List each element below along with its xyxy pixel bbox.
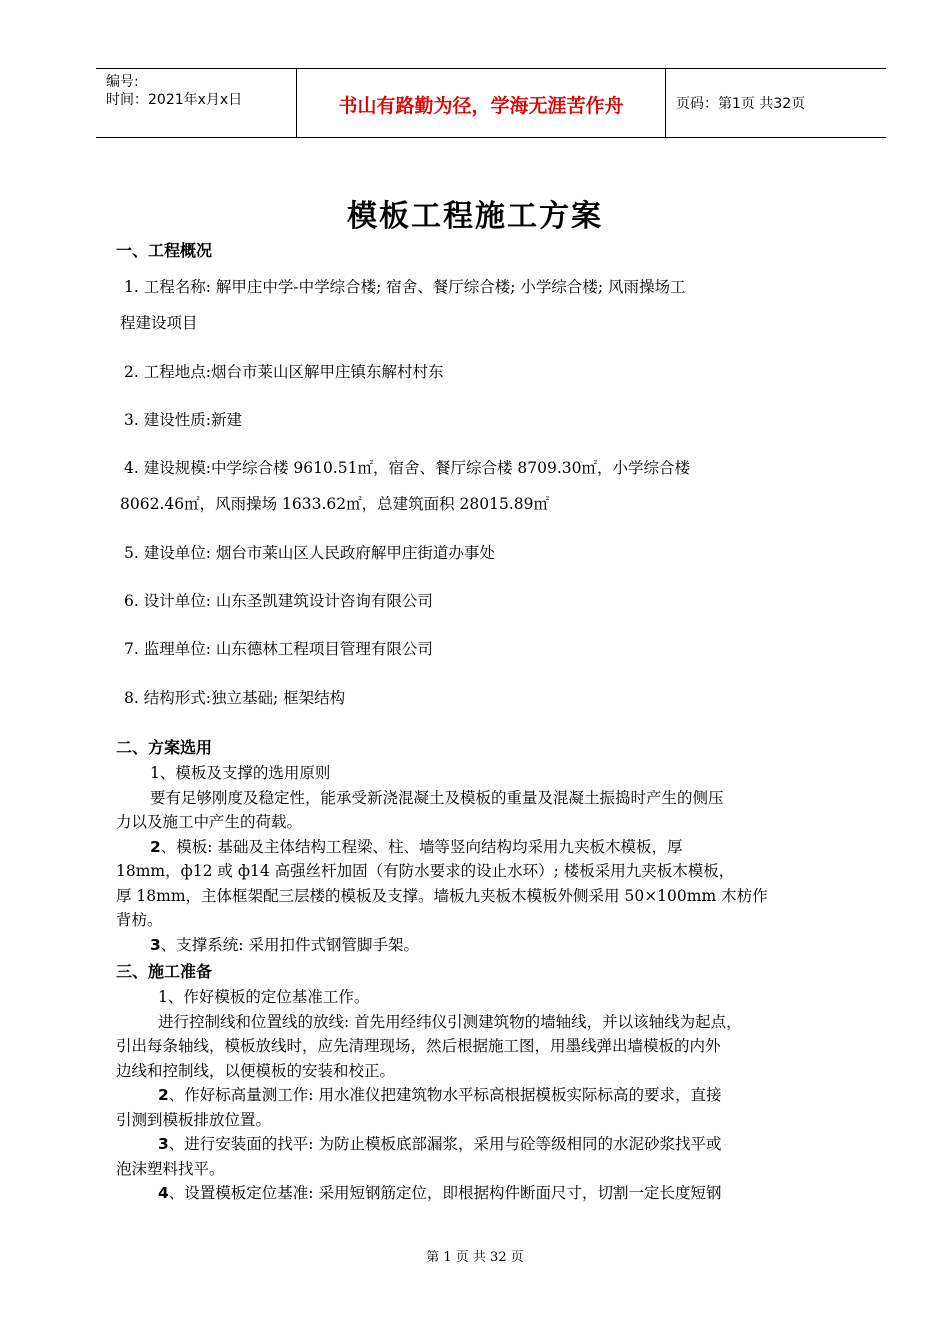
header-meta-cell (96, 69, 296, 137)
plan-para-4 (150, 933, 419, 955)
prep-para-4-cont: 泡沫塑料找平。 (116, 1160, 225, 1178)
overview-item-5: 5. 建设单位: 烟台市莱山区人民政府解甲庄街道办事处 (124, 544, 495, 562)
prep-para-4 (158, 1132, 721, 1154)
document-header (96, 68, 886, 138)
section-heading-overview: 一、工程概况 (116, 241, 213, 260)
section-heading-preparation: 三、施工准备 (116, 962, 213, 981)
plan-para-3-cont-1: 18mm，ф12 或 ф14 高强丝杆加固（有防水要求的设止水环）; 楼板采用九夹板木模板， (116, 862, 735, 880)
prep-para-2-cont-2: 边线和控制线，以便模板的安装和校正。 (116, 1062, 396, 1080)
plan-para-4-text: 、支撑系统: 采用扣件式钢管脚手架。 (160, 936, 419, 954)
prep-para-4-number: 3 (158, 1135, 169, 1153)
prep-para-3-text: 、作好标高量测工作: 用水准仪把建筑物水平标高根据模板实际标高的要求，直接 (168, 1086, 722, 1104)
code-label: 编号: (106, 74, 139, 90)
prep-para-5-text: 、设置模板定位基准: 采用短钢筋定位，即根据构件断面尺寸，切割一定长度短钢 (168, 1184, 722, 1202)
plan-para-3 (150, 835, 682, 857)
plan-para-1: 1、模板及支撑的选用原则 (150, 764, 331, 782)
section-heading-plan: 二、方案选用 (116, 738, 213, 757)
prep-para-4-text: 、进行安装面的找平: 为防止模板底部漏浆，采用与砼等级相同的水泥砂浆找平或 (168, 1135, 722, 1153)
prep-para-2-cont-1: 引出每条轴线，模板放线时，应先清理现场，然后根据施工图，用墨线弹出墙模板的内外 (116, 1037, 721, 1055)
prep-para-1: 1、作好模板的定位基准工作。 (158, 988, 370, 1006)
prep-para-5 (158, 1181, 721, 1203)
prep-para-3-number: 2 (158, 1086, 169, 1104)
plan-para-2-cont: 力以及施工中产生的荷载。 (116, 813, 303, 831)
header-page-cell (666, 69, 886, 137)
prep-para-2: 进行控制线和位置线的放线: 首先用经纬仪引测建筑物的墙轴线，并以该轴线为起点， (158, 1013, 742, 1031)
overview-item-4: 4. 建设规模:中学综合楼 9610.51㎡，宿舍、餐厅综合楼 8709.30㎡，小学综合楼 (124, 459, 690, 477)
plan-para-3-cont-2: 厚 18mm，主体框架配三层楼的模板及支撑。墙板九夹板木模板外侧采用 50×100mm 木枋作 (116, 887, 768, 905)
overview-item-7: 7. 监理单位: 山东德林工程项目管理有限公司 (124, 640, 433, 658)
overview-item-1-cont: 程建设项目 (120, 314, 198, 332)
prep-para-5-number: 4 (158, 1184, 169, 1202)
plan-para-2: 要有足够刚度及稳定性，能承受新浇混凝土及模板的重量及混凝土振捣时产生的侧压 (150, 789, 724, 807)
plan-para-3-number: 2 (150, 838, 161, 856)
time-label: 时间：2021年x月x日 (106, 92, 243, 108)
document-title: 模板工程施工方案 (347, 199, 603, 234)
page-info: 页码：第1页 共32页 (676, 96, 806, 112)
overview-item-4-cont: 8062.46㎡，风雨操场 1633.62㎡，总建筑面积 28015.89㎡ (120, 495, 550, 513)
overview-item-8: 8. 结构形式:独立基础; 框架结构 (124, 689, 346, 707)
plan-para-4-number: 3 (150, 936, 161, 954)
plan-para-3-cont-3: 背枋。 (116, 911, 163, 929)
plan-para-3-text: 、模板: 基础及主体结构工程梁、柱、墙等竖向结构均采用九夹板木模板，厚 (160, 838, 683, 856)
overview-item-2: 2. 工程地点:烟台市莱山区解甲庄镇东解村村东 (124, 363, 444, 381)
overview-item-1: 1. 工程名称: 解甲庄中学-中学综合楼; 宿舍、餐厅综合楼; 小学综合楼; 风雨操场工 (124, 278, 686, 296)
overview-item-3: 3. 建设性质:新建 (124, 411, 242, 429)
prep-para-3 (158, 1083, 721, 1105)
motto: 书山有路勤为径，学海无涯苦作舟 (338, 95, 624, 117)
header-motto-cell (296, 69, 666, 137)
overview-item-6: 6. 设计单位: 山东圣凯建筑设计咨询有限公司 (124, 592, 433, 610)
page-footer: 第 1 页 共 32 页 (426, 1250, 524, 1265)
prep-para-3-cont: 引测到模板排放位置。 (116, 1111, 272, 1129)
